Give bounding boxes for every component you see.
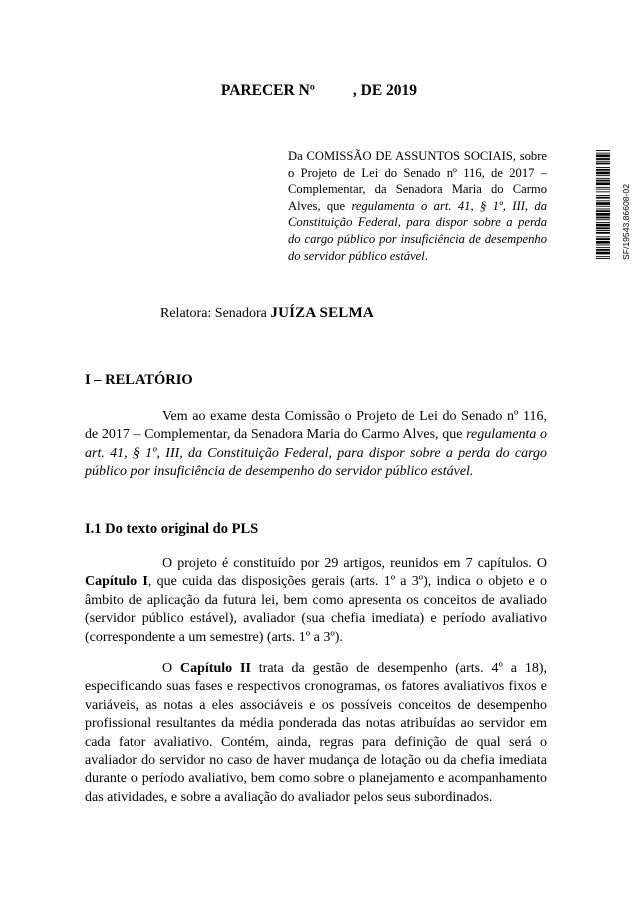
barcode-bar [596, 169, 610, 171]
section-relatorio-heading: I – RELATÓRIO [85, 372, 193, 388]
barcode-bar [596, 172, 610, 175]
ementa-text: Da COMISSÃO DE ASSUNTOS SOCIAIS, sobre o Projeto de Lei do Senado nº 116, de 2017 – Complementar, da Senadora Maria do Carmo Alves, que [288, 149, 547, 213]
barcode-bar [596, 249, 610, 251]
barcode-bar [596, 230, 610, 231]
barcode-bar [596, 232, 610, 234]
barcode-bar [596, 163, 610, 165]
relatora-name: JUÍZA SELMA [270, 305, 374, 321]
barcode-bar [596, 189, 610, 190]
relatora-line [160, 305, 374, 322]
barcode-bar [596, 252, 610, 255]
paragraph-capitulo-2 [85, 660, 547, 807]
barcode-bar [596, 236, 610, 237]
barcode-bar [596, 227, 610, 229]
barcode-bar [596, 245, 610, 246]
paragraph-capitulo-1-bold: Capítulo I [85, 574, 148, 590]
relatora-label: Relatora: Senadora [160, 306, 271, 321]
barcode-bar [596, 238, 610, 240]
barcode-bar [596, 153, 610, 154]
paragraph-intro-italic: regulamenta o art. 41, § 1º, III, da Constituição Federal, para dispor sobre a perda do cargo público por insuficiência de desempenho do servidor público estável. [85, 427, 548, 480]
barcode-bar [596, 247, 610, 248]
paragraph-capitulo-2-text-a: O [162, 661, 180, 676]
barcode-code [610, 150, 631, 260]
paragraph-capitulo-1-text-b: , que cuida das disposições gerais (arts. 1º a 3º), indica o objeto e o âmbito de aplicação da futura lei, bem como apresenta os conceitos de avaliado (servidor público estável), avaliador (sua chefia imediata) e período avaliativo (correspondente a um semestre) (arts. 1º a 3º). [85, 574, 547, 645]
ementa [288, 148, 547, 264]
barcode-bar [596, 241, 610, 244]
barcode-bar [596, 161, 610, 162]
barcode-bar [596, 158, 610, 160]
barcode-bar [596, 200, 610, 201]
barcode-bar [596, 256, 610, 257]
barcode-bar [596, 219, 610, 220]
barcode-bar [596, 167, 610, 168]
barcode-bar [596, 209, 610, 210]
barcode-bar [596, 150, 610, 151]
barcode-bar [596, 217, 610, 219]
barcode-bar [596, 210, 610, 212]
title-right: , DE 2019 [352, 82, 418, 99]
barcode-bar [596, 195, 610, 196]
barcode-bar [596, 191, 610, 192]
barcode-bar [596, 224, 610, 227]
ementa-end: . [424, 248, 428, 263]
title-left: PARECER Nº [220, 82, 315, 99]
barcode-bar [596, 258, 610, 259]
paragraph-capitulo-1-text-a: O projeto é constituído por 29 artigos, reunidos em 7 capítulos. O [162, 556, 547, 571]
ementa-italic: regulamenta o art. 41, § 1º, III, da Constituição Federal, para dispor sobre a perda do cargo público por insuficiência de desempenho do servidor público estável [288, 198, 547, 263]
paragraph-capitulo-1 [85, 555, 547, 647]
barcode-bar [596, 155, 610, 158]
barcode-bar [596, 197, 610, 199]
barcode-bar [596, 182, 610, 185]
paragraph-capitulo-2-text-b: trata da gestão de desempenho (arts. 4º a 18), especificando suas fases e respectivos cronogramas, os fatores avaliativos fixos e variáveis, as notas a eles associáveis e os possíveis conceitos de desempenho profissional resultantes da média ponderada das notas atribuídas ao servidor em cada fator avaliativo. Contém, ainda, regras para definição de qual será o avaliador do servidor no caso de haver mudança de lotação ou da chefia imediata durante o período avaliativo, bem como sobre o planejamento e acompanhamento das atividades, e sobre a avaliação do avaliador pelos seus subordinados. [85, 661, 547, 805]
paragraph-intro [85, 408, 547, 482]
barcode-bar [596, 187, 610, 188]
barcode-bar [596, 175, 610, 176]
barcode-bar [596, 222, 610, 223]
paragraph-intro-text: Vem ao exame desta Comissão o Projeto de Lei do Senado nº 116, de 2017 – Complementar, da Senadora Maria do Carmo Alves, que [85, 409, 547, 443]
barcode-bar [596, 178, 610, 179]
barcode-code-text: SF/19543.86608-02 [621, 184, 631, 260]
document-title [0, 82, 638, 100]
barcode-bar [596, 202, 610, 205]
section-texto-original-heading: I.1 Do texto original do PLS [85, 521, 259, 537]
barcode-bar [596, 213, 610, 216]
barcode [596, 150, 610, 260]
paragraph-capitulo-2-bold: Capítulo II [180, 661, 251, 676]
barcode-bar [596, 180, 610, 182]
barcode-bar [596, 206, 610, 207]
